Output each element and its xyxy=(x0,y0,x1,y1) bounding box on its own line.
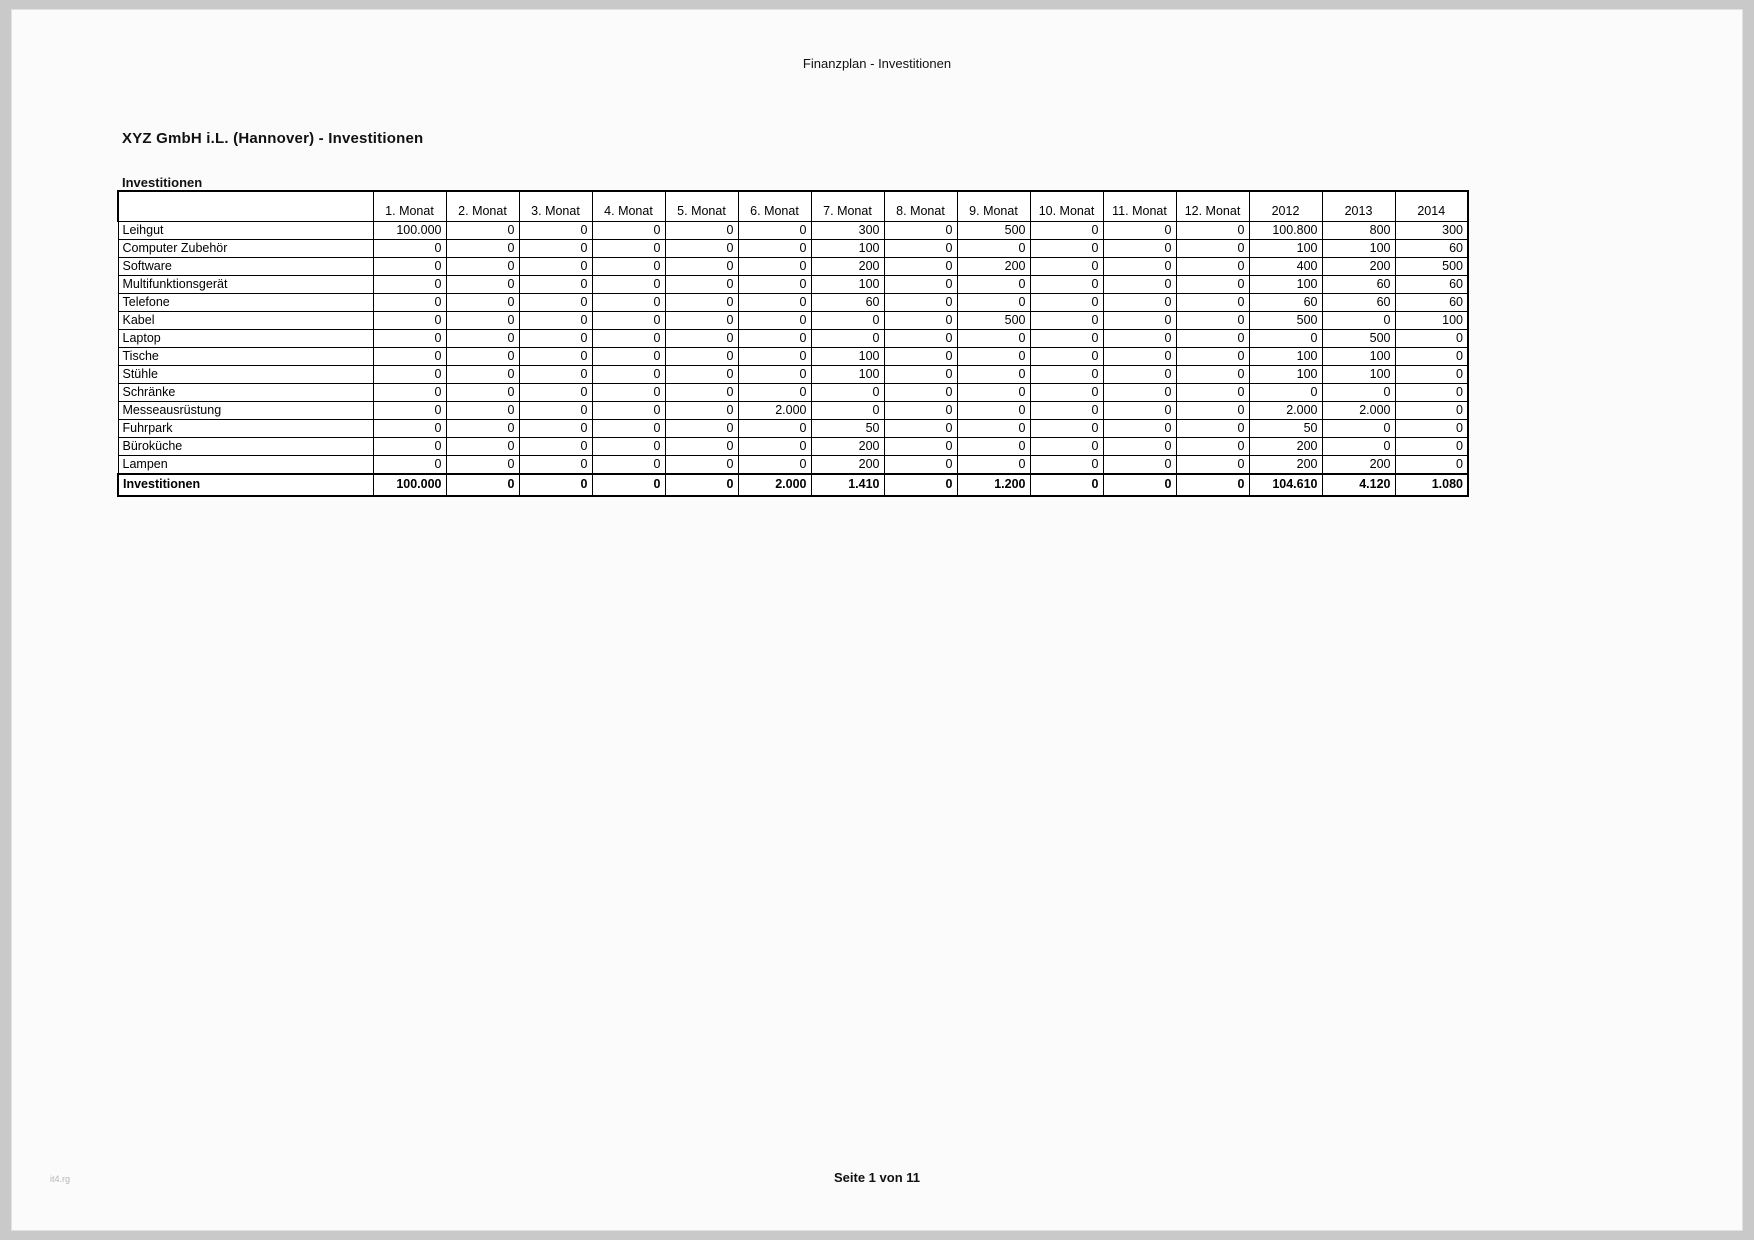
cell-value: 0 xyxy=(1030,275,1103,293)
cell-value: 200 xyxy=(957,257,1030,275)
total-label: Investitionen xyxy=(118,474,373,496)
cell-value: 0 xyxy=(519,293,592,311)
cell-value: 0 xyxy=(1249,383,1322,401)
row-label: Fuhrpark xyxy=(118,419,373,437)
corner-note: it4.rg xyxy=(50,1174,71,1184)
cell-value: 400 xyxy=(1249,257,1322,275)
cell-value: 0 xyxy=(446,275,519,293)
cell-value: 0 xyxy=(373,419,446,437)
cell-value: 100 xyxy=(811,347,884,365)
column-header-5: 5. Monat xyxy=(665,191,738,221)
cell-value: 200 xyxy=(811,257,884,275)
cell-value: 0 xyxy=(1322,311,1395,329)
column-header-8: 8. Monat xyxy=(884,191,957,221)
cell-value: 0 xyxy=(1103,347,1176,365)
cell-value: 0 xyxy=(665,257,738,275)
cell-value: 0 xyxy=(373,239,446,257)
cell-value: 200 xyxy=(1322,455,1395,474)
page-header: Finanzplan - Investitionen xyxy=(802,56,952,71)
document-page xyxy=(12,10,1742,1230)
cell-value: 0 xyxy=(519,221,592,239)
cell-value: 0 xyxy=(665,239,738,257)
cell-value: 0 xyxy=(665,401,738,419)
cell-value: 2.000 xyxy=(1249,401,1322,419)
table-header-row xyxy=(118,191,1468,221)
cell-value: 0 xyxy=(957,437,1030,455)
cell-value: 2.000 xyxy=(1322,401,1395,419)
cell-value: 0 xyxy=(884,401,957,419)
cell-value: 0 xyxy=(957,455,1030,474)
cell-value: 0 xyxy=(1176,419,1249,437)
cell-value: 0 xyxy=(884,221,957,239)
cell-value: 0 xyxy=(1176,239,1249,257)
section-title: Investitionen xyxy=(122,175,203,190)
row-label: Laptop xyxy=(118,329,373,347)
row-label: Messeausrüstung xyxy=(118,401,373,419)
cell-value: 0 xyxy=(738,455,811,474)
cell-value: 0 xyxy=(1395,329,1468,347)
table-row xyxy=(118,365,1468,383)
cell-value: 200 xyxy=(811,437,884,455)
cell-value: 0 xyxy=(1176,437,1249,455)
total-value: 0 xyxy=(665,474,738,496)
cell-value: 60 xyxy=(1322,275,1395,293)
cell-value: 0 xyxy=(446,347,519,365)
cell-value: 0 xyxy=(373,365,446,383)
cell-value: 0 xyxy=(738,347,811,365)
cell-value: 0 xyxy=(884,365,957,383)
cell-value: 0 xyxy=(665,383,738,401)
cell-value: 0 xyxy=(373,401,446,419)
table-row xyxy=(118,293,1468,311)
total-value: 1.200 xyxy=(957,474,1030,496)
cell-value: 0 xyxy=(665,419,738,437)
cell-value: 0 xyxy=(884,383,957,401)
cell-value: 0 xyxy=(1103,365,1176,383)
cell-value: 500 xyxy=(957,311,1030,329)
table-row xyxy=(118,329,1468,347)
cell-value: 0 xyxy=(1103,419,1176,437)
cell-value: 0 xyxy=(1103,383,1176,401)
cell-value: 0 xyxy=(957,383,1030,401)
cell-value: 0 xyxy=(519,383,592,401)
cell-value: 100.800 xyxy=(1249,221,1322,239)
cell-value: 0 xyxy=(592,455,665,474)
row-label: Stühle xyxy=(118,365,373,383)
cell-value: 50 xyxy=(811,419,884,437)
table-row xyxy=(118,455,1468,474)
cell-value: 0 xyxy=(519,275,592,293)
cell-value: 0 xyxy=(1249,329,1322,347)
row-label: Computer Zubehör xyxy=(118,239,373,257)
cell-value: 0 xyxy=(592,239,665,257)
cell-value: 0 xyxy=(446,455,519,474)
table-row xyxy=(118,419,1468,437)
cell-value: 60 xyxy=(811,293,884,311)
cell-value: 0 xyxy=(373,455,446,474)
cell-value: 100 xyxy=(811,275,884,293)
cell-value: 0 xyxy=(884,257,957,275)
cell-value: 0 xyxy=(519,437,592,455)
cell-value: 0 xyxy=(1103,221,1176,239)
cell-value: 0 xyxy=(592,293,665,311)
cell-value: 0 xyxy=(519,401,592,419)
table-row xyxy=(118,221,1468,239)
cell-value: 0 xyxy=(519,365,592,383)
cell-value: 0 xyxy=(884,419,957,437)
row-label: Software xyxy=(118,257,373,275)
table-row xyxy=(118,257,1468,275)
table-row xyxy=(118,437,1468,455)
cell-value: 0 xyxy=(373,257,446,275)
column-header-12: 12. Monat xyxy=(1176,191,1249,221)
cell-value: 100 xyxy=(811,239,884,257)
cell-value: 60 xyxy=(1395,239,1468,257)
cell-value: 100 xyxy=(1249,239,1322,257)
cell-value: 0 xyxy=(957,275,1030,293)
cell-value: 100 xyxy=(1322,365,1395,383)
table-total-row xyxy=(118,474,1468,496)
cell-value: 100 xyxy=(1322,347,1395,365)
cell-value: 500 xyxy=(1395,257,1468,275)
cell-value: 0 xyxy=(957,239,1030,257)
row-label: Kabel xyxy=(118,311,373,329)
cell-value: 0 xyxy=(446,401,519,419)
cell-value: 0 xyxy=(1030,383,1103,401)
cell-value: 2.000 xyxy=(738,401,811,419)
cell-value: 0 xyxy=(446,437,519,455)
cell-value: 200 xyxy=(1249,455,1322,474)
cell-value: 0 xyxy=(1030,401,1103,419)
cell-value: 0 xyxy=(1395,437,1468,455)
cell-value: 60 xyxy=(1322,293,1395,311)
cell-value: 0 xyxy=(519,329,592,347)
cell-value: 0 xyxy=(446,383,519,401)
cell-value: 0 xyxy=(1176,275,1249,293)
row-label: Schränke xyxy=(118,383,373,401)
column-header-11: 11. Monat xyxy=(1103,191,1176,221)
cell-value: 100 xyxy=(1249,347,1322,365)
cell-value: 0 xyxy=(738,239,811,257)
cell-value: 0 xyxy=(1395,383,1468,401)
cell-value: 0 xyxy=(592,329,665,347)
cell-value: 0 xyxy=(738,257,811,275)
cell-value: 0 xyxy=(1103,329,1176,347)
cell-value: 0 xyxy=(1030,293,1103,311)
cell-value: 0 xyxy=(1176,347,1249,365)
page-title: XYZ GmbH i.L. (Hannover) - Investitionen xyxy=(122,130,424,147)
cell-value: 0 xyxy=(373,275,446,293)
cell-value: 0 xyxy=(1322,419,1395,437)
cell-value: 0 xyxy=(884,347,957,365)
cell-value: 0 xyxy=(446,257,519,275)
cell-value: 0 xyxy=(884,293,957,311)
cell-value: 0 xyxy=(1103,293,1176,311)
total-value: 2.000 xyxy=(738,474,811,496)
total-value: 4.120 xyxy=(1322,474,1395,496)
cell-value: 0 xyxy=(592,347,665,365)
cell-value: 0 xyxy=(665,275,738,293)
cell-value: 60 xyxy=(1395,275,1468,293)
cell-value: 0 xyxy=(373,329,446,347)
cell-value: 0 xyxy=(1322,383,1395,401)
cell-value: 0 xyxy=(1176,401,1249,419)
row-label: Büroküche xyxy=(118,437,373,455)
cell-value: 0 xyxy=(884,437,957,455)
table-row xyxy=(118,311,1468,329)
cell-value: 0 xyxy=(738,329,811,347)
cell-value: 0 xyxy=(592,221,665,239)
cell-value: 0 xyxy=(1103,239,1176,257)
cell-value: 0 xyxy=(446,221,519,239)
column-header-10: 10. Monat xyxy=(1030,191,1103,221)
cell-value: 0 xyxy=(957,365,1030,383)
row-label: Tische xyxy=(118,347,373,365)
cell-value: 0 xyxy=(446,365,519,383)
cell-value: 200 xyxy=(811,455,884,474)
cell-value: 0 xyxy=(665,293,738,311)
cell-value: 200 xyxy=(1322,257,1395,275)
table-row xyxy=(118,275,1468,293)
cell-value: 0 xyxy=(373,347,446,365)
cell-value: 0 xyxy=(665,437,738,455)
total-value: 0 xyxy=(446,474,519,496)
cell-value: 0 xyxy=(1176,257,1249,275)
cell-value: 0 xyxy=(1030,257,1103,275)
cell-value: 0 xyxy=(738,275,811,293)
total-value: 0 xyxy=(1030,474,1103,496)
column-header-13: 2012 xyxy=(1249,191,1322,221)
cell-value: 0 xyxy=(1176,383,1249,401)
cell-value: 0 xyxy=(1395,347,1468,365)
cell-value: 0 xyxy=(738,221,811,239)
cell-value: 0 xyxy=(1030,419,1103,437)
cell-value: 500 xyxy=(1249,311,1322,329)
cell-value: 0 xyxy=(373,311,446,329)
cell-value: 0 xyxy=(592,383,665,401)
total-value: 1.410 xyxy=(811,474,884,496)
column-header-6: 6. Monat xyxy=(738,191,811,221)
cell-value: 0 xyxy=(1322,437,1395,455)
cell-value: 0 xyxy=(1176,311,1249,329)
total-value: 0 xyxy=(519,474,592,496)
cell-value: 100 xyxy=(1322,239,1395,257)
total-value: 100.000 xyxy=(373,474,446,496)
column-header-9: 9. Monat xyxy=(957,191,1030,221)
cell-value: 0 xyxy=(446,311,519,329)
cell-value: 0 xyxy=(665,329,738,347)
cell-value: 0 xyxy=(811,311,884,329)
cell-value: 0 xyxy=(665,365,738,383)
row-label: Telefone xyxy=(118,293,373,311)
cell-value: 100 xyxy=(1395,311,1468,329)
cell-value: 0 xyxy=(957,401,1030,419)
cell-value: 0 xyxy=(884,275,957,293)
investitionen-table xyxy=(117,190,1469,497)
cell-value: 0 xyxy=(811,401,884,419)
column-header-14: 2013 xyxy=(1322,191,1395,221)
cell-value: 0 xyxy=(1030,437,1103,455)
cell-value: 0 xyxy=(957,329,1030,347)
cell-value: 0 xyxy=(519,239,592,257)
cell-value: 0 xyxy=(665,455,738,474)
investitionen-table-wrapper xyxy=(117,190,1469,497)
cell-value: 0 xyxy=(665,347,738,365)
cell-value: 60 xyxy=(1395,293,1468,311)
cell-value: 500 xyxy=(1322,329,1395,347)
cell-value: 0 xyxy=(446,329,519,347)
cell-value: 0 xyxy=(1030,221,1103,239)
cell-value: 0 xyxy=(957,347,1030,365)
cell-value: 100 xyxy=(1249,365,1322,383)
column-header-4: 4. Monat xyxy=(592,191,665,221)
cell-value: 0 xyxy=(1103,275,1176,293)
cell-value: 0 xyxy=(884,311,957,329)
cell-value: 0 xyxy=(592,257,665,275)
row-label: Leihgut xyxy=(118,221,373,239)
cell-value: 0 xyxy=(1103,311,1176,329)
cell-value: 0 xyxy=(884,329,957,347)
total-value: 104.610 xyxy=(1249,474,1322,496)
column-header-2: 2. Monat xyxy=(446,191,519,221)
cell-value: 300 xyxy=(1395,221,1468,239)
cell-value: 0 xyxy=(1176,365,1249,383)
cell-value: 0 xyxy=(1030,365,1103,383)
row-label: Multifunktionsgerät xyxy=(118,275,373,293)
cell-value: 0 xyxy=(811,329,884,347)
cell-value: 0 xyxy=(1103,455,1176,474)
cell-value: 800 xyxy=(1322,221,1395,239)
cell-value: 0 xyxy=(665,311,738,329)
cell-value: 0 xyxy=(1395,419,1468,437)
cell-value: 0 xyxy=(519,347,592,365)
cell-value: 0 xyxy=(738,383,811,401)
cell-value: 100 xyxy=(1249,275,1322,293)
cell-value: 0 xyxy=(1395,401,1468,419)
cell-value: 0 xyxy=(1395,365,1468,383)
cell-value: 0 xyxy=(592,365,665,383)
cell-value: 0 xyxy=(519,311,592,329)
cell-value: 100 xyxy=(811,365,884,383)
column-header-15: 2014 xyxy=(1395,191,1468,221)
cell-value: 50 xyxy=(1249,419,1322,437)
page-footer: Seite 1 von 11 xyxy=(834,1170,920,1185)
cell-value: 0 xyxy=(1030,239,1103,257)
cell-value: 0 xyxy=(446,293,519,311)
table-body xyxy=(118,221,1468,496)
cell-value: 0 xyxy=(957,293,1030,311)
cell-value: 0 xyxy=(1176,329,1249,347)
total-value: 0 xyxy=(884,474,957,496)
cell-value: 0 xyxy=(519,257,592,275)
cell-value: 0 xyxy=(592,419,665,437)
table-row xyxy=(118,383,1468,401)
cell-value: 0 xyxy=(592,437,665,455)
cell-value: 0 xyxy=(592,401,665,419)
cell-value: 0 xyxy=(884,455,957,474)
cell-value: 300 xyxy=(811,221,884,239)
total-value: 0 xyxy=(1103,474,1176,496)
column-header-7: 7. Monat xyxy=(811,191,884,221)
table-row xyxy=(118,401,1468,419)
cell-value: 200 xyxy=(1249,437,1322,455)
cell-value: 0 xyxy=(738,419,811,437)
cell-value: 0 xyxy=(738,311,811,329)
cell-value: 0 xyxy=(1030,347,1103,365)
column-header-3: 3. Monat xyxy=(519,191,592,221)
table-header xyxy=(118,191,1468,221)
cell-value: 0 xyxy=(373,383,446,401)
cell-value: 0 xyxy=(1395,455,1468,474)
cell-value: 0 xyxy=(1030,329,1103,347)
table-corner-header xyxy=(118,191,373,221)
cell-value: 0 xyxy=(446,419,519,437)
table-row xyxy=(118,347,1468,365)
cell-value: 60 xyxy=(1249,293,1322,311)
total-value: 0 xyxy=(592,474,665,496)
cell-value: 100.000 xyxy=(373,221,446,239)
cell-value: 0 xyxy=(811,383,884,401)
cell-value: 0 xyxy=(1030,455,1103,474)
cell-value: 0 xyxy=(592,275,665,293)
cell-value: 0 xyxy=(1176,221,1249,239)
cell-value: 0 xyxy=(665,221,738,239)
cell-value: 0 xyxy=(738,365,811,383)
cell-value: 0 xyxy=(373,293,446,311)
cell-value: 0 xyxy=(738,437,811,455)
cell-value: 0 xyxy=(1176,293,1249,311)
cell-value: 0 xyxy=(738,293,811,311)
cell-value: 0 xyxy=(373,437,446,455)
cell-value: 0 xyxy=(884,239,957,257)
cell-value: 0 xyxy=(1030,311,1103,329)
cell-value: 0 xyxy=(519,419,592,437)
total-value: 1.080 xyxy=(1395,474,1468,496)
cell-value: 0 xyxy=(1176,455,1249,474)
cell-value: 0 xyxy=(1103,437,1176,455)
total-value: 0 xyxy=(1176,474,1249,496)
cell-value: 0 xyxy=(446,239,519,257)
cell-value: 0 xyxy=(592,311,665,329)
cell-value: 500 xyxy=(957,221,1030,239)
cell-value: 0 xyxy=(957,419,1030,437)
column-header-1: 1. Monat xyxy=(373,191,446,221)
row-label: Lampen xyxy=(118,455,373,474)
cell-value: 0 xyxy=(1103,257,1176,275)
table-row xyxy=(118,239,1468,257)
cell-value: 0 xyxy=(519,455,592,474)
cell-value: 0 xyxy=(1103,401,1176,419)
